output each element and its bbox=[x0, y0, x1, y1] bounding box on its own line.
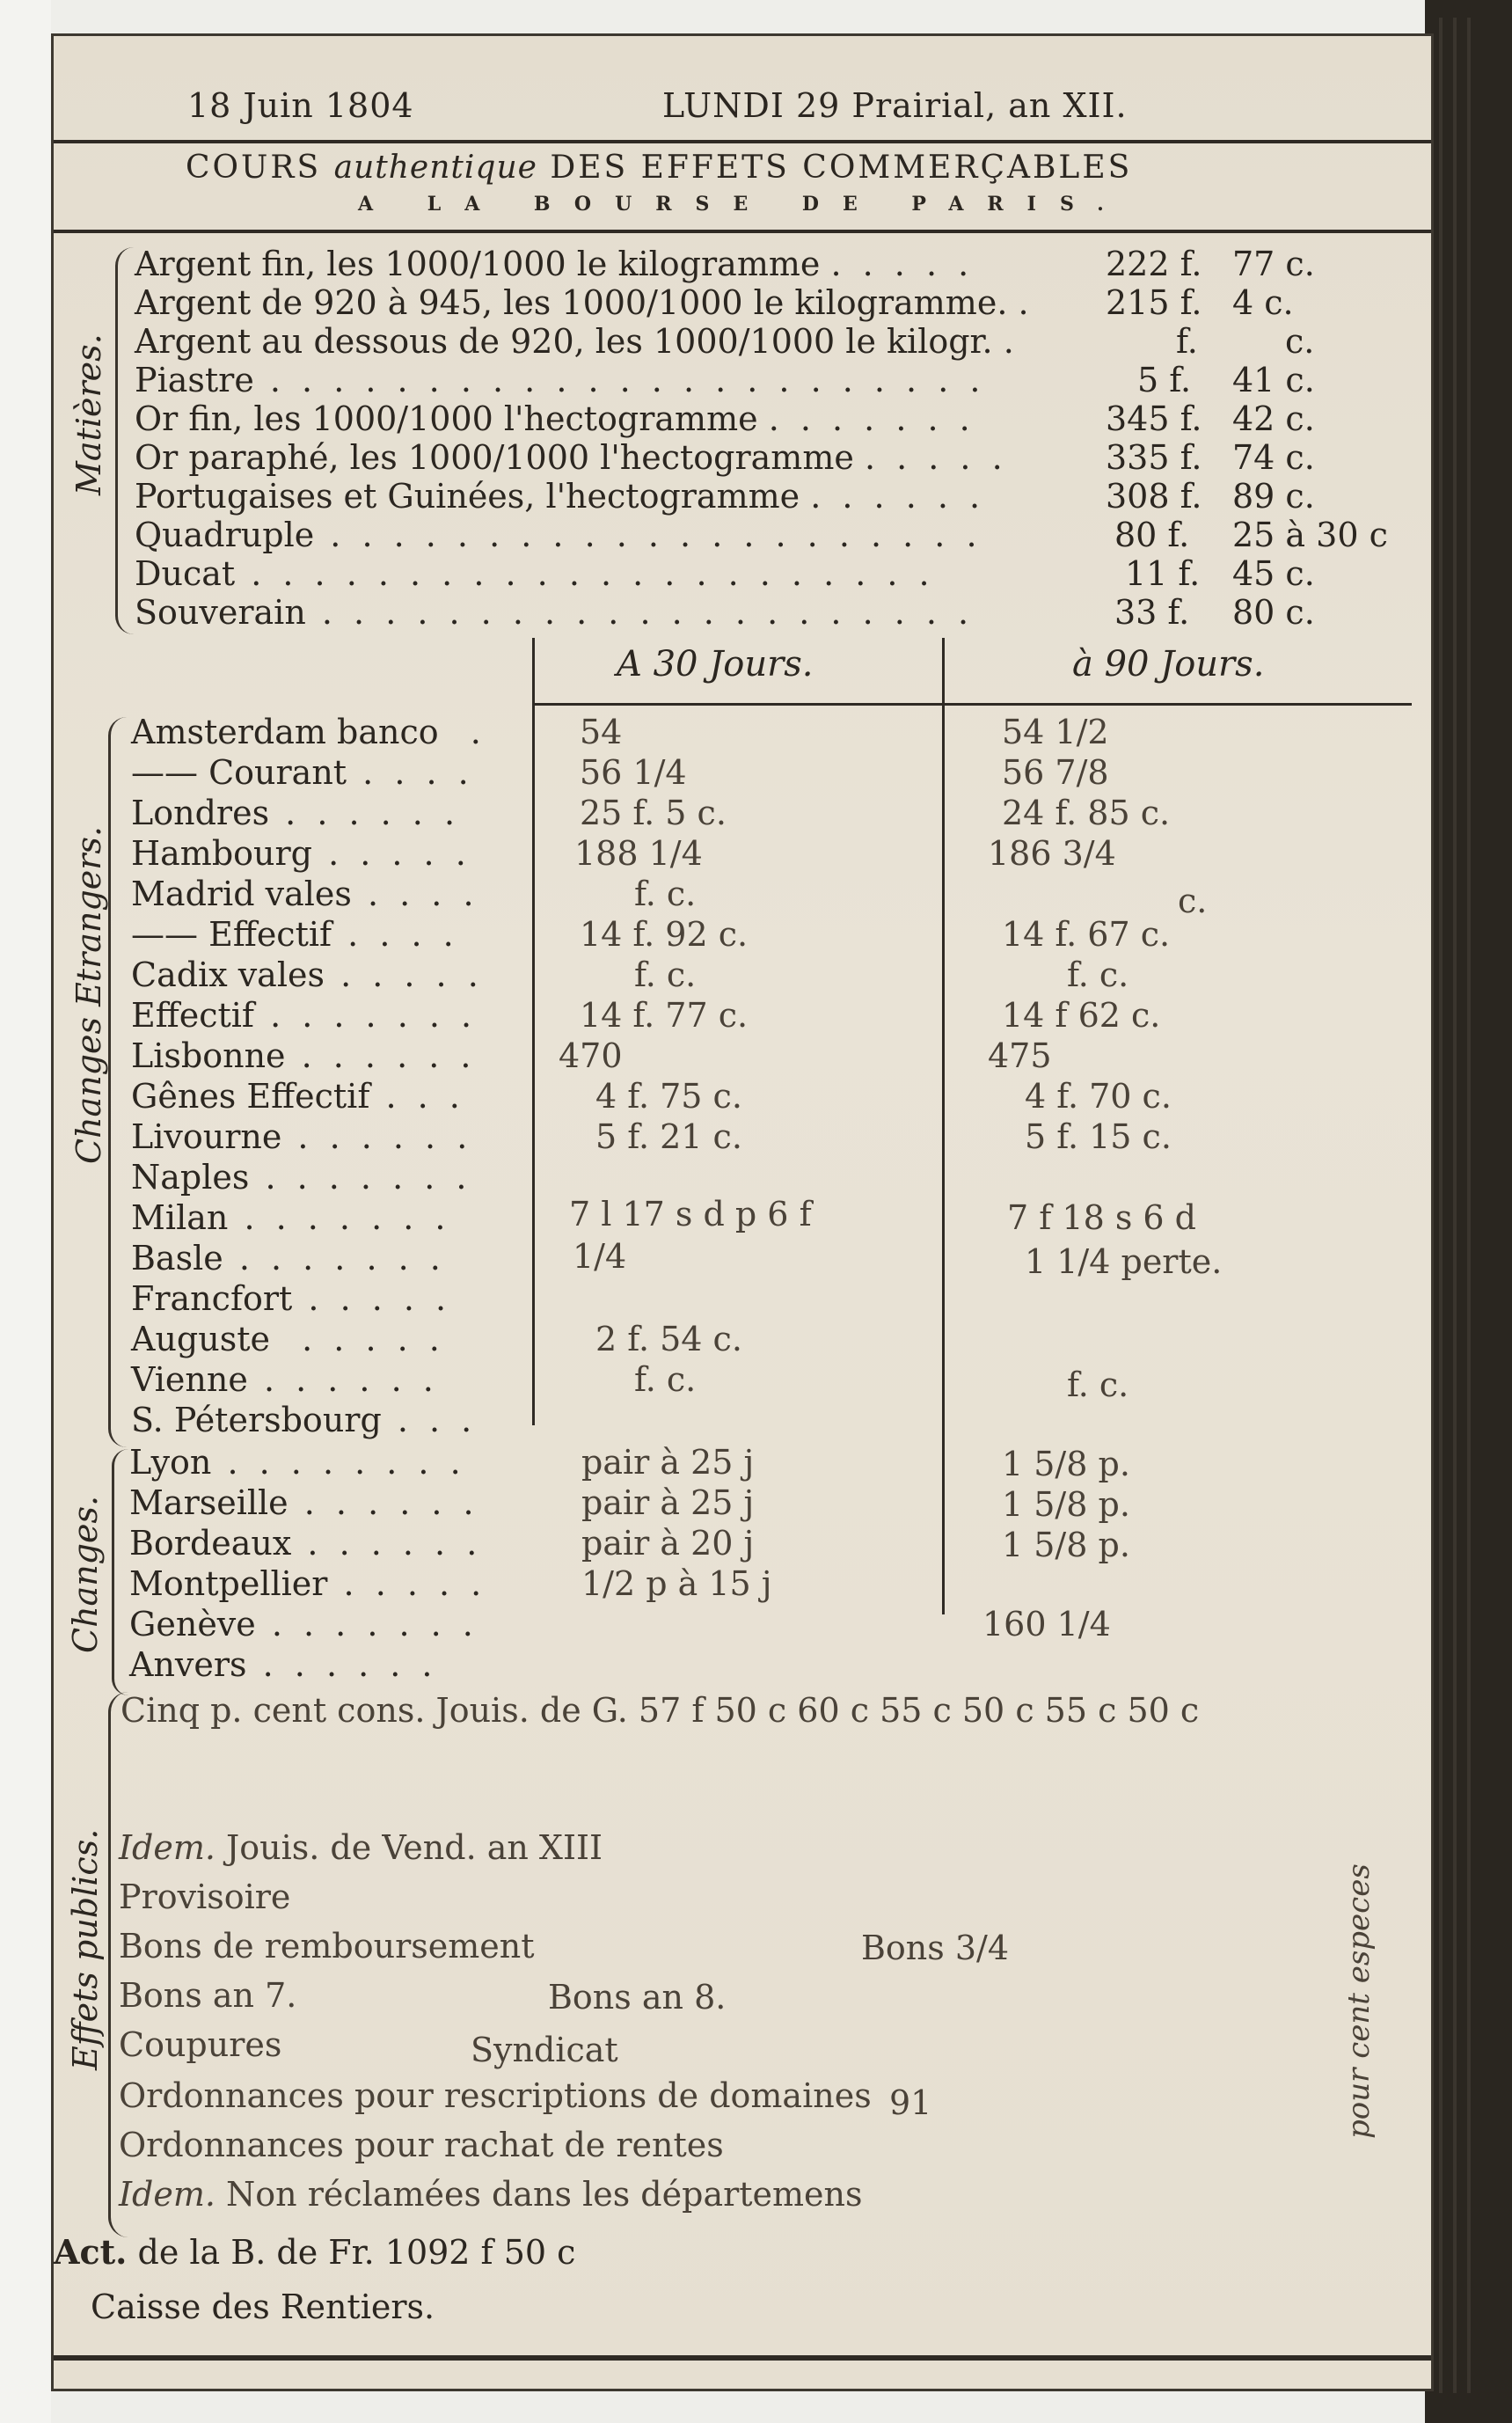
matieres-row: Or fin, les 1000/1000 l'hectogramme . . . . . . . bbox=[135, 399, 975, 438]
changes-row-30j: 5 f. 21 c. bbox=[595, 1117, 742, 1156]
changes-row-30j: 1/2 p à 15 j bbox=[581, 1564, 772, 1603]
changes-row-name: Milan . . . . . . . bbox=[131, 1198, 451, 1237]
changes-row-name: Montpellier . . . . . bbox=[129, 1564, 487, 1603]
changes-row-name: Bordeaux . . . . . . bbox=[129, 1524, 483, 1563]
changes-row-name: Effectif . . . . . . . bbox=[131, 996, 478, 1035]
changes-row-name: Anvers . . . . . . bbox=[129, 1645, 438, 1684]
title-rule bbox=[54, 230, 1431, 233]
ordonnances-rescriptions-line: Ordonnances pour rescriptions de domaines bbox=[119, 2076, 872, 2115]
changes-row-30j: 7 l 17 s d p 6 f bbox=[569, 1195, 812, 1233]
page-margin-left bbox=[0, 0, 51, 2423]
coupures-line: Coupures bbox=[119, 2025, 282, 2064]
matieres-value-c: 80 c. bbox=[1232, 593, 1315, 632]
matieres-row: Portugaises et Guinées, l'hectogramme . . . . . . bbox=[135, 477, 986, 516]
changes-row-name: Auguste . . . . . bbox=[131, 1320, 445, 1358]
changes-row-name: Genève . . . . . . . bbox=[129, 1605, 478, 1643]
changes-row-90j: 1 5/8 p. bbox=[1002, 1485, 1130, 1524]
matieres-value-f: 80 f. bbox=[1114, 516, 1190, 554]
changes-row-30j: 54 bbox=[580, 713, 623, 751]
caisse-rentiers-line: Caisse des Rentiers. bbox=[91, 2288, 435, 2326]
changes-row-30j: 25 f. 5 c. bbox=[580, 794, 727, 832]
changes-row-30j: f. c. bbox=[634, 1360, 697, 1399]
changes-row-90j: c. bbox=[1178, 882, 1208, 920]
changes-row-name: Lyon . . . . . . . . bbox=[129, 1443, 466, 1482]
bons-remboursement-value: Bons 3/4 bbox=[861, 1929, 1010, 1967]
page-title bbox=[186, 152, 1132, 184]
matieres-value-f: f. bbox=[1176, 322, 1198, 361]
changes-row-name: Cadix vales . . . . . bbox=[131, 955, 484, 994]
changes-row-name: Madrid vales . . . . bbox=[131, 875, 479, 913]
changes-row-90j: 7 f 18 s 6 d bbox=[1007, 1198, 1196, 1237]
matieres-value-f: 222 f. bbox=[1106, 245, 1202, 283]
provisoire-line: Provisoire bbox=[119, 1878, 291, 1916]
matieres-row: Quadruple . . . . . . . . . . . . . . . . . . . . . bbox=[135, 516, 982, 554]
changes-row-name: Gênes Effectif . . . bbox=[131, 1077, 465, 1116]
changes-row-name: —— Effectif . . . . bbox=[131, 915, 459, 954]
section-label-changes: Changes. bbox=[66, 1495, 105, 1653]
changes-row-name: Hambourg . . . . . bbox=[131, 834, 471, 873]
matieres-row: Or paraphé, les 1000/1000 l'hectogramme . . . . . bbox=[135, 438, 1008, 477]
bons-an7-line: Bons an 7. bbox=[119, 1976, 297, 2015]
matieres-row: Argent au dessous de 920, les 1000/1000 le kilogr. . bbox=[135, 322, 1019, 361]
changes-row-90j: 56 7/8 bbox=[1002, 753, 1109, 792]
changes-row-30j: pair à 20 j bbox=[581, 1524, 755, 1563]
matieres-value-c: 45 c. bbox=[1232, 554, 1315, 593]
changes-row-90j: 14 f 62 c. bbox=[1002, 996, 1161, 1035]
matieres-value-c: c. bbox=[1285, 322, 1315, 361]
ordonnances-rescriptions-value: 91 bbox=[889, 2083, 932, 2122]
matieres-value-f: 33 f. bbox=[1114, 593, 1190, 632]
changes-row-90j: 54 1/2 bbox=[1002, 713, 1109, 751]
matieres-value-f: 5 f. bbox=[1137, 361, 1192, 399]
changes-row-30j: f. c. bbox=[634, 875, 697, 913]
changes-row-name: Francfort . . . . . bbox=[131, 1279, 452, 1318]
matieres-row: Piastre . . . . . . . . . . . . . . . . . . . . . . . bbox=[135, 361, 986, 399]
changes-row-90j: f. c. bbox=[1067, 1365, 1129, 1404]
document-page bbox=[51, 33, 1434, 2391]
changes-row-90j: f. c. bbox=[1067, 955, 1129, 994]
changes-row-name: —— Courant . . . . bbox=[131, 753, 474, 792]
changes-row-30j: f. c. bbox=[634, 955, 697, 994]
changes-row-30j: pair à 25 j bbox=[581, 1483, 755, 1522]
column-header-90-jours: à 90 Jours. bbox=[1072, 644, 1265, 684]
changes-row-90j: 186 3/4 bbox=[988, 834, 1116, 873]
syndicat-line: Syndicat bbox=[471, 2031, 618, 2069]
changes-row-90j: 1 5/8 p. bbox=[1002, 1526, 1130, 1564]
column-header-30-jours: A 30 Jours. bbox=[617, 644, 814, 684]
page-stack-line bbox=[1467, 18, 1471, 2393]
matieres-value-f: 335 f. bbox=[1106, 438, 1202, 477]
changes-row-30j: 470 bbox=[559, 1036, 623, 1075]
changes-row-30j: 2 f. 54 c. bbox=[595, 1320, 742, 1358]
matieres-value-c: 25 à 30 c bbox=[1232, 516, 1388, 554]
changes-row-name: Londres . . . . . . bbox=[131, 794, 461, 832]
section-label-changes-etrangers: Changes Etrangers. bbox=[69, 826, 108, 1164]
column-divider-left bbox=[532, 638, 535, 1425]
matieres-row: Argent de 920 à 945, les 1000/1000 le kilogramme. . bbox=[135, 283, 1034, 322]
section-label-effets-publics: Effets publics. bbox=[66, 1828, 105, 2070]
title-part-effets: DES EFFETS COMMERÇABLES bbox=[550, 150, 1133, 186]
header-rule bbox=[54, 140, 1431, 143]
matieres-value-c: 4 c. bbox=[1232, 283, 1294, 322]
changes-row-90j: 14 f. 67 c. bbox=[1002, 915, 1171, 954]
brace-matieres bbox=[115, 247, 134, 634]
matieres-value-c: 77 c. bbox=[1232, 245, 1315, 283]
column-header-rule bbox=[532, 703, 1412, 706]
matieres-row: Ducat . . . . . . . . . . . . . . . . . . . . . . bbox=[135, 554, 935, 593]
changes-row-90j: 4 f. 70 c. bbox=[1025, 1077, 1172, 1116]
matieres-row: Souverain . . . . . . . . . . . . . . . . . . . . . bbox=[135, 593, 975, 632]
footer-rule bbox=[54, 2355, 1431, 2361]
changes-row-90j: 160 1/4 bbox=[982, 1605, 1111, 1643]
cinq-pour-cent-line: Cinq p. cent cons. Jouis. de G. 57 f 50 c 60 c 55 c 50 c 55 c 50 c bbox=[121, 1691, 1200, 1730]
matieres-value-c: 74 c. bbox=[1232, 438, 1315, 477]
changes-row-name: Lisbonne . . . . . . bbox=[131, 1036, 477, 1075]
changes-row-30j: 56 1/4 bbox=[580, 753, 687, 792]
brace-changes-etrangers bbox=[108, 717, 127, 1447]
changes-row-90j: 1 5/8 p. bbox=[1002, 1445, 1130, 1483]
idem-jouis-line: Idem. Jouis. de Vend. an XIII bbox=[119, 1828, 603, 1867]
side-note-pour-cent-especes: pour cent especes bbox=[1341, 1863, 1377, 2139]
changes-row-90j: 24 f. 85 c. bbox=[1002, 794, 1171, 832]
changes-row-name: Naples . . . . . . . bbox=[131, 1158, 472, 1197]
bons-remboursement-line: Bons de remboursement bbox=[119, 1927, 535, 1965]
section-label-matieres: Matières. bbox=[69, 333, 108, 495]
page-stack-line bbox=[1439, 18, 1443, 2393]
changes-row-90j: 5 f. 15 c. bbox=[1025, 1117, 1172, 1156]
changes-row-name: S. Pétersbourg . . . bbox=[131, 1401, 478, 1439]
matieres-value-f: 11 f. bbox=[1125, 554, 1201, 593]
changes-row-name: Livourne . . . . . . bbox=[131, 1117, 473, 1156]
idem-non-reclamees-line: Idem. Non réclamées dans les départemens bbox=[119, 2175, 863, 2214]
changes-row-name: Vienne . . . . . . bbox=[131, 1360, 439, 1399]
matieres-value-f: 215 f. bbox=[1106, 283, 1202, 322]
column-divider-right bbox=[942, 638, 945, 1614]
title-part-cours: COURS bbox=[186, 150, 322, 186]
bons-an8-line: Bons an 8. bbox=[548, 1978, 727, 2017]
matieres-value-c: 42 c. bbox=[1232, 399, 1315, 438]
changes-row-30j: 4 f. 75 c. bbox=[595, 1077, 742, 1116]
matieres-value-c: 89 c. bbox=[1232, 477, 1315, 516]
changes-row-name: Basle . . . . . . . bbox=[131, 1239, 446, 1277]
changes-row-30j: 14 f. 77 c. bbox=[580, 996, 749, 1035]
changes-row-90j: 475 bbox=[988, 1036, 1052, 1075]
matieres-value-f: 308 f. bbox=[1106, 477, 1202, 516]
title-part-authentique: authentique bbox=[333, 150, 537, 186]
ordonnances-rachat-line: Ordonnances pour rachat de rentes bbox=[119, 2126, 724, 2164]
changes-row-name: Amsterdam banco . bbox=[131, 713, 486, 751]
matieres-row: Argent fin, les 1000/1000 le kilogramme . . . . . bbox=[135, 245, 975, 283]
header-date-left: 18 Juin 1804 bbox=[187, 86, 414, 125]
changes-row-30j: 1/4 bbox=[573, 1237, 627, 1276]
header-date-right: LUNDI 29 Prairial, an XII. bbox=[662, 86, 1128, 125]
changes-row-30j: 14 f. 92 c. bbox=[580, 915, 749, 954]
changes-row-name: Marseille . . . . . . bbox=[129, 1483, 479, 1522]
matieres-value-c: 41 c. bbox=[1232, 361, 1315, 399]
brace-changes bbox=[112, 1449, 128, 1695]
changes-row-30j: 188 1/4 bbox=[574, 834, 703, 873]
changes-row-90j: 1 1/4 perte. bbox=[1025, 1242, 1223, 1281]
changes-row-30j: pair à 25 j bbox=[581, 1443, 755, 1482]
page-stack-line bbox=[1453, 18, 1457, 2393]
act-banque-line: Act. de la B. de Fr. 1092 f 50 c bbox=[54, 2232, 576, 2272]
matieres-value-f: 345 f. bbox=[1106, 399, 1202, 438]
page-subtitle: A LA BOURSE DE PARIS. bbox=[358, 193, 1128, 216]
